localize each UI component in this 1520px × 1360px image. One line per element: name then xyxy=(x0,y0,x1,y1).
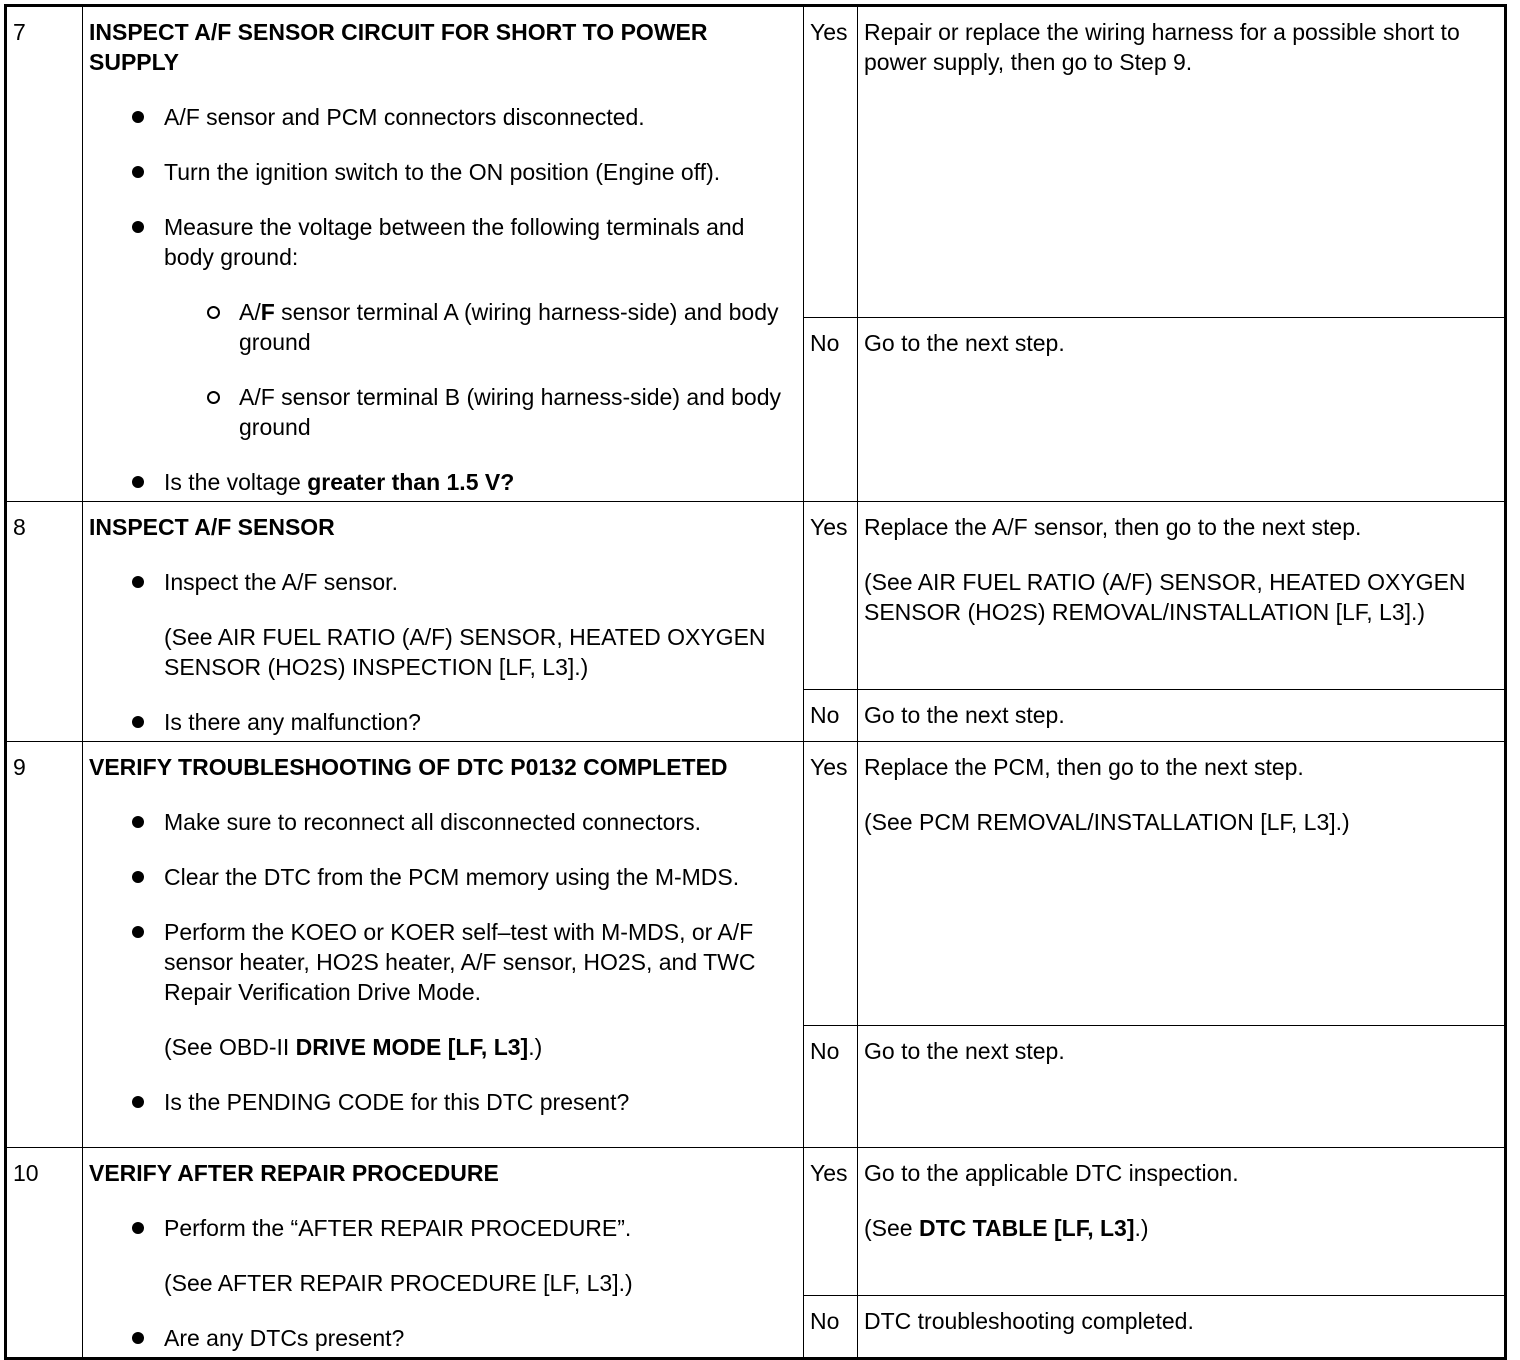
troubleshooting-table xyxy=(4,4,1507,1360)
step-title: INSPECT A/F SENSOR xyxy=(89,514,335,540)
step-number: 7 xyxy=(6,6,83,502)
bullet-item: Inspect the A/F sensor. xyxy=(164,567,797,597)
step-number: 10 xyxy=(6,1148,83,1359)
bullet-item xyxy=(164,212,797,442)
text-run: (See OBD-II xyxy=(164,1034,296,1060)
reference-note: (See AFTER REPAIR PROCEDURE [LF, L3].) xyxy=(164,1270,633,1296)
no-label: No xyxy=(804,1296,858,1359)
no-label: No xyxy=(804,1026,858,1148)
bullet-item: Turn the ignition switch to the ON position (Engine off). xyxy=(164,157,797,187)
yes-action: Go to the applicable DTC inspection. xyxy=(864,1160,1239,1186)
bullet-list xyxy=(89,102,797,497)
bullet-item: Perform the KOEO or KOER self–test with M-MDS, or A/F sensor heater, HO2S heater, A/F sensor, HO2S, and TWC Repair Verification Drive Mode. xyxy=(164,917,797,1007)
reference-note: (See PCM REMOVAL/INSTALLATION [LF, L3].) xyxy=(864,809,1350,835)
bullet-list xyxy=(89,807,797,1007)
no-label: No xyxy=(804,689,858,741)
yes-label: Yes xyxy=(804,502,858,690)
step-number: 9 xyxy=(6,742,83,1148)
yes-label: Yes xyxy=(804,6,858,318)
yes-action-cell xyxy=(858,742,1506,1026)
reference-note xyxy=(864,1213,1498,1243)
sub-bullet-item xyxy=(239,297,797,357)
reference-note: (See AIR FUEL RATIO (A/F) SENSOR, HEATED OXYGEN SENSOR (HO2S) INSPECTION [LF, L3].) xyxy=(164,624,766,680)
step-title: INSPECT A/F SENSOR CIRCUIT FOR SHORT TO POWER SUPPLY xyxy=(89,19,708,75)
step-9-yes-row xyxy=(6,742,1506,1026)
step-title: VERIFY AFTER REPAIR PROCEDURE xyxy=(89,1160,499,1186)
text-run: Is the voltage xyxy=(164,469,308,495)
reference-note xyxy=(89,1032,797,1062)
step-10-yes-row xyxy=(6,1148,1506,1296)
bullet-item: A/F sensor and PCM connectors disconnected. xyxy=(164,102,797,132)
no-label: No xyxy=(804,317,858,502)
text-run: A/ xyxy=(239,299,261,325)
yes-action: Replace the A/F sensor, then go to the next step. xyxy=(864,514,1362,540)
sub-bullet-list xyxy=(164,297,797,442)
yes-action: Replace the PCM, then go to the next step. xyxy=(864,754,1304,780)
inspection-cell xyxy=(83,742,804,1148)
bullet-list xyxy=(89,1213,797,1243)
text-run: .) xyxy=(528,1034,543,1060)
bullet-list xyxy=(89,1087,797,1117)
inspection-cell xyxy=(83,6,804,502)
bullet-item: Perform the “AFTER REPAIR PROCEDURE”. xyxy=(164,1213,797,1243)
yes-label: Yes xyxy=(804,1148,858,1296)
no-action: DTC troubleshooting completed. xyxy=(858,1296,1506,1359)
inspection-cell xyxy=(83,1148,804,1359)
question-item: Is the PENDING CODE for this DTC present? xyxy=(164,1087,797,1117)
step-number: 8 xyxy=(6,502,83,742)
bold-run: DTC TABLE [LF, L3] xyxy=(918,1215,1135,1241)
no-action: Go to the next step. xyxy=(858,1026,1506,1148)
sub-bullet-item: A/F sensor terminal B (wiring harness-side) and body ground xyxy=(239,382,797,442)
text-run: .) xyxy=(1134,1215,1149,1241)
text-run: (See xyxy=(864,1215,919,1241)
question-item: Are any DTCs present? xyxy=(164,1323,797,1353)
yes-label: Yes xyxy=(804,742,858,1026)
reference-note: (See AIR FUEL RATIO (A/F) SENSOR, HEATED OXYGEN SENSOR (HO2S) REMOVAL/INSTALLATION [LF, L3].) xyxy=(864,569,1466,625)
no-action: Go to the next step. xyxy=(858,689,1506,741)
bullet-list xyxy=(89,567,797,597)
question-item xyxy=(164,467,797,497)
step-title: VERIFY TROUBLESHOOTING OF DTC P0132 COMPLETED xyxy=(89,754,728,780)
no-action: Go to the next step. xyxy=(858,317,1506,502)
inspection-cell xyxy=(83,502,804,742)
bullet-list xyxy=(89,707,797,737)
yes-action: Repair or replace the wiring harness for a possible short to power supply, then go to Step 9. xyxy=(858,6,1506,318)
step-8-yes-row xyxy=(6,502,1506,690)
bold-run: DRIVE MODE [LF, L3] xyxy=(295,1034,529,1060)
bold-run: F xyxy=(260,299,275,325)
bullet-item: Clear the DTC from the PCM memory using the M-MDS. xyxy=(164,862,797,892)
bullet-item: Make sure to reconnect all disconnected connectors. xyxy=(164,807,797,837)
step-7-yes-row xyxy=(6,6,1506,318)
text-run: sensor terminal A (wiring harness-side) and body ground xyxy=(239,299,779,355)
yes-action-cell xyxy=(858,1148,1506,1296)
bold-run: greater than 1.5 V? xyxy=(307,469,515,495)
bullet-text: Measure the voltage between the following terminals and body ground: xyxy=(164,214,745,270)
question-item: Is there any malfunction? xyxy=(164,707,797,737)
bullet-list xyxy=(89,1323,797,1353)
yes-action-cell xyxy=(858,502,1506,690)
